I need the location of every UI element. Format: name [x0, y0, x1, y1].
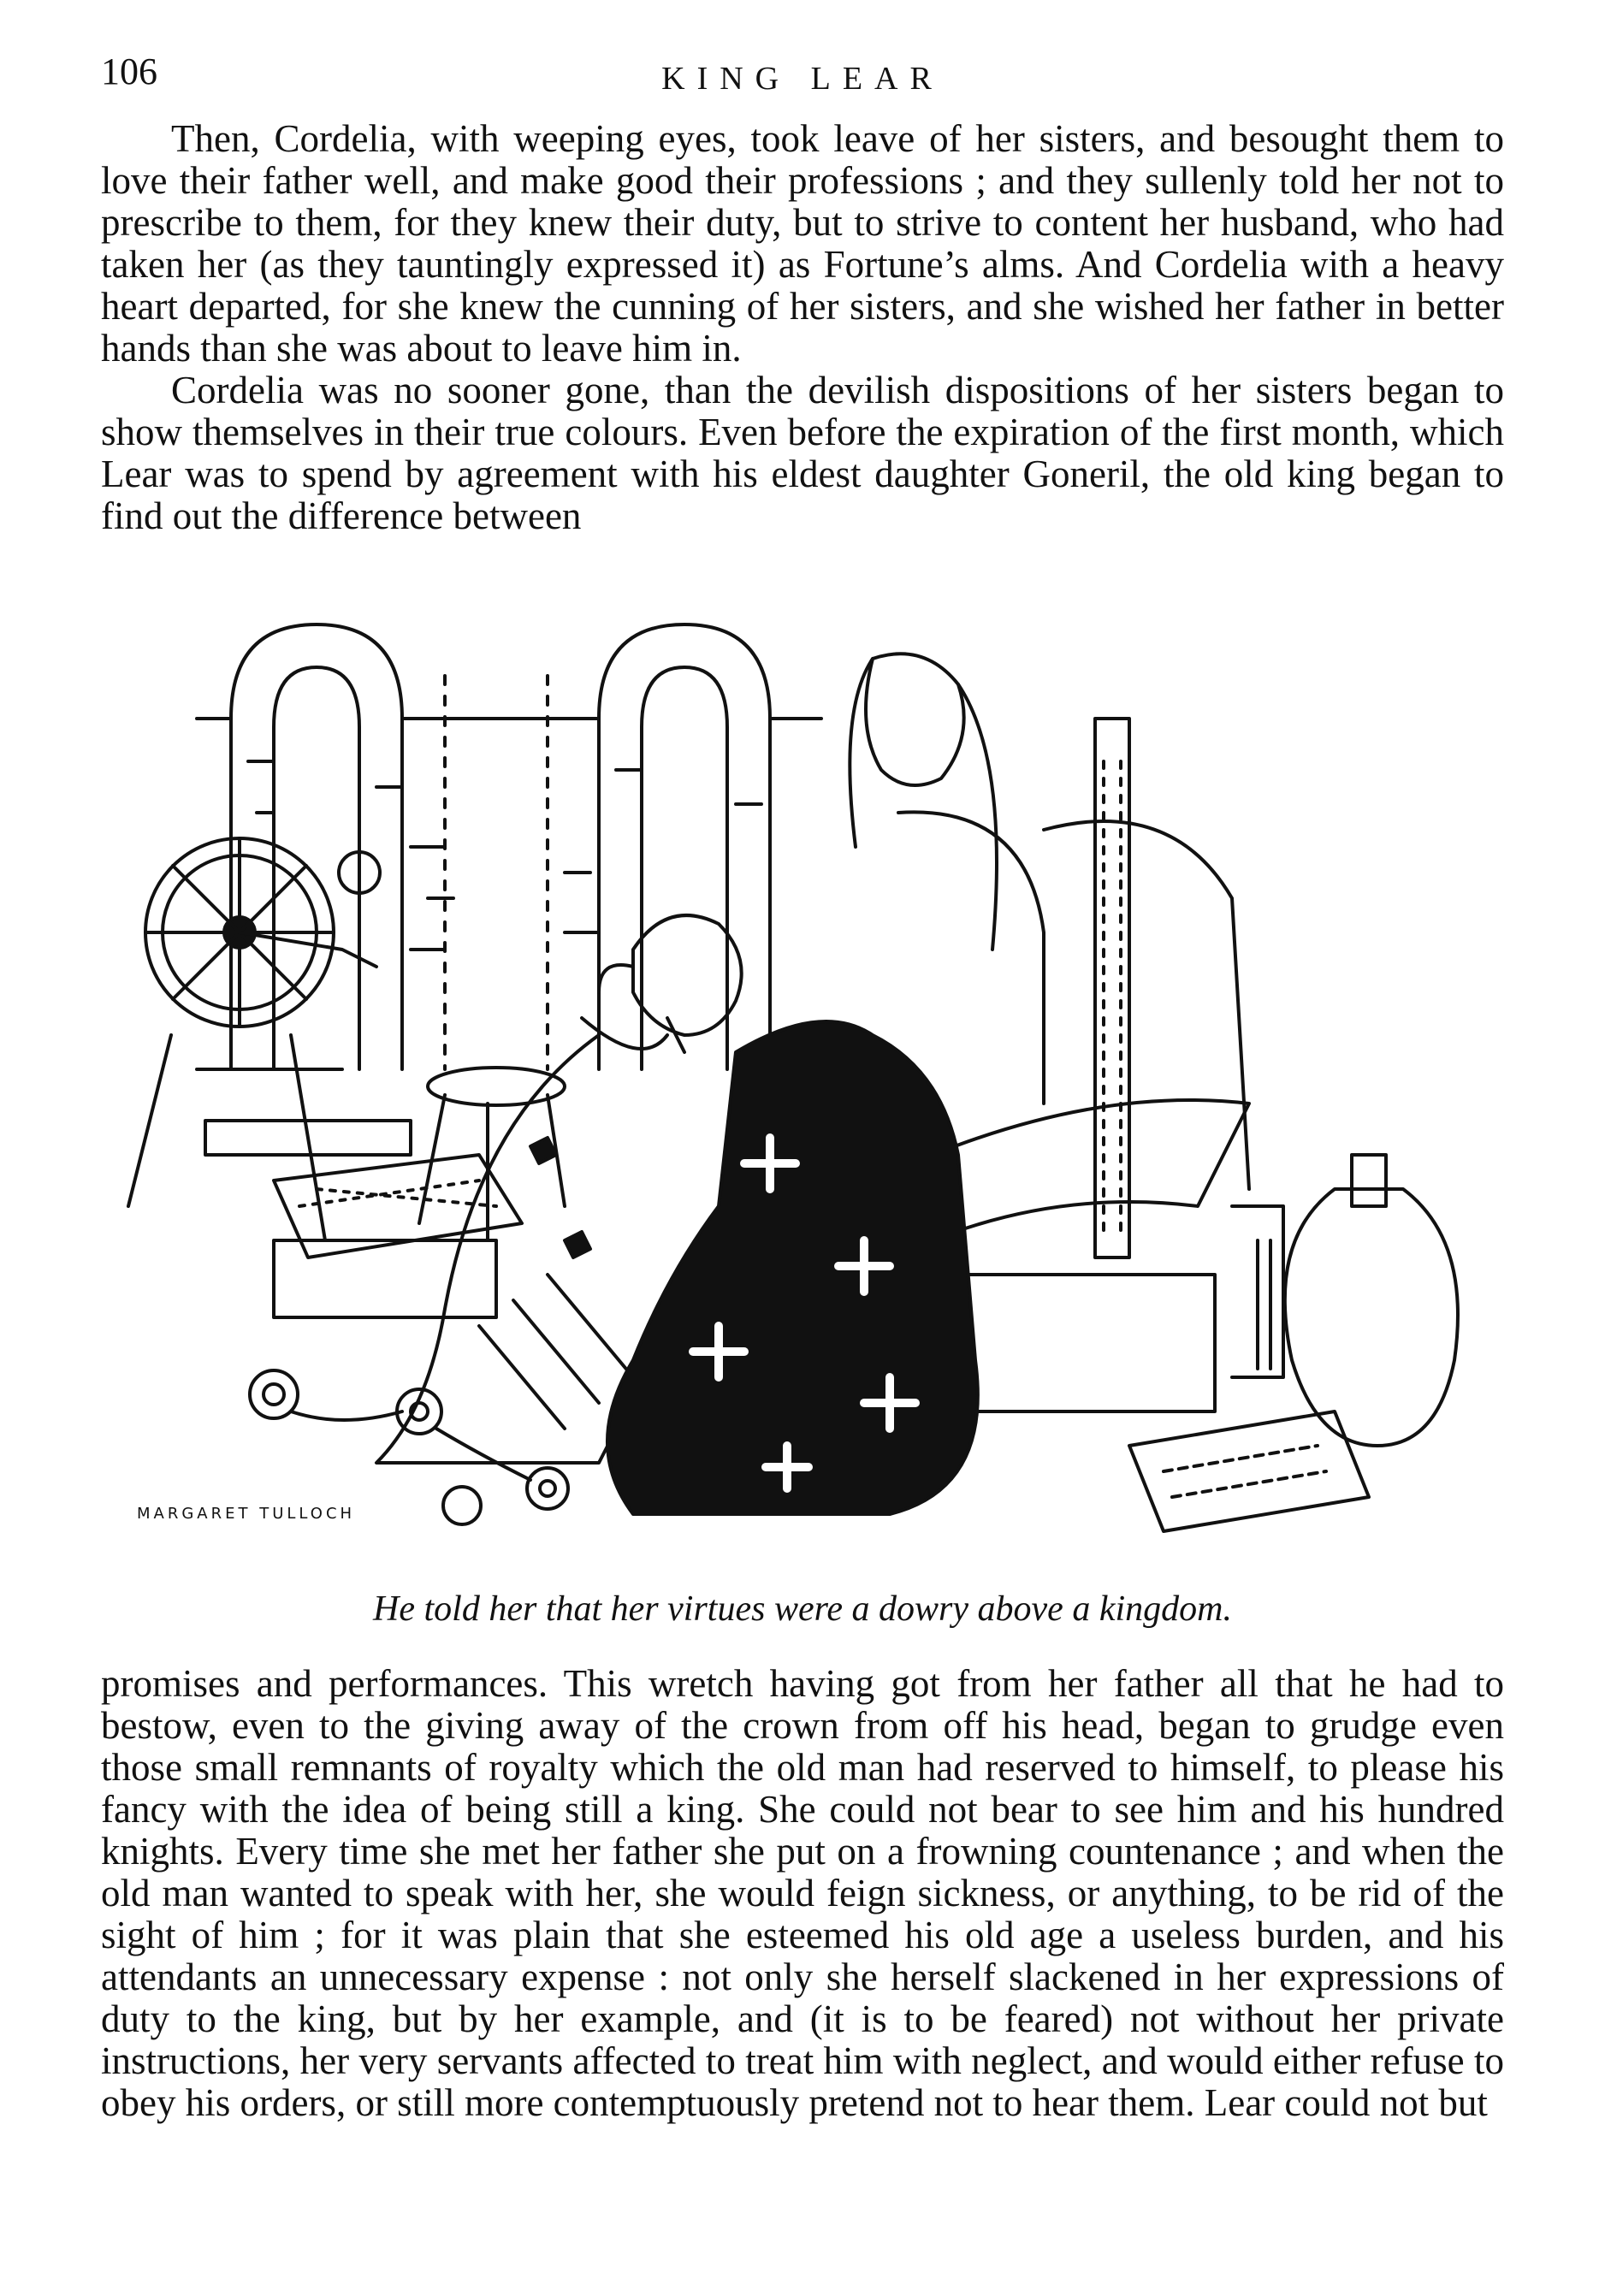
illustration-caption: He told her that her virtues were a dowry above a kingdom.	[373, 1589, 1232, 1629]
stone-arches	[197, 624, 821, 1069]
artist-signature: MARGARET TULLOCH	[137, 1505, 356, 1523]
body-text-bottom	[101, 1663, 1504, 2124]
lute	[1232, 1155, 1458, 1446]
cordelia-figure	[607, 654, 1044, 1514]
page-number: 106	[101, 50, 157, 92]
paragraph-goneril-neglect: promises and performances. This wretch having got from her father all that he had to bestow, even to the giving away of the crown from off his head, began to grudge even those small remnants of royalty which the old man had reserved to himself, to please his fancy with the idea of being still a king. She could not bear to see him and his hundred knights. Every time she met her father she put on a frowning countenance ; and when the old man wanted to speak with her, she would feign sickness, or anything, to be rid of the sight of him ; for it was plain that she esteemed his old age a useless burden, and his attendants an unnecessary expense : not only she herself slackened in her expressions of duty to the king, but by her example, and (it is to be feared) not without her private instructions, her very servants affected to treat him with neglect, and would either refuse to obey his orders, or still more contemptuously pretend not to hear them. Lear could not but	[101, 1662, 1504, 2124]
running-title: KING LEAR	[661, 61, 944, 97]
body-text-top	[101, 118, 1504, 537]
paragraph-cordelia-leave: Then, Cordelia, with weeping eyes, took leave of her sisters, and besought them to love their father well, and make good their professions ; and they sullenly told her not to prescribe to them, for they knew their duty, but to strive to content her husband, who had taken her (as they tauntingly expressed it) as Fortune’s alms. And Cordelia with a heavy heart departed, for she knew the cunning of her sisters, and she wished her father in better hands than she was about to leave him in.	[101, 117, 1504, 370]
illustration-lear-cordelia	[120, 590, 1506, 1574]
spinning-wheel	[128, 838, 411, 1240]
roses	[250, 1370, 568, 1524]
paragraph-sisters-dispositions: Cordelia was no sooner gone, than the devilish dispositions of her sisters began to show themselves in their true colours. Even before the expiration of the first month, which Lear was to spend by agreement with his eldest daughter Goneril, the old king began to find out the difference between	[101, 369, 1504, 537]
